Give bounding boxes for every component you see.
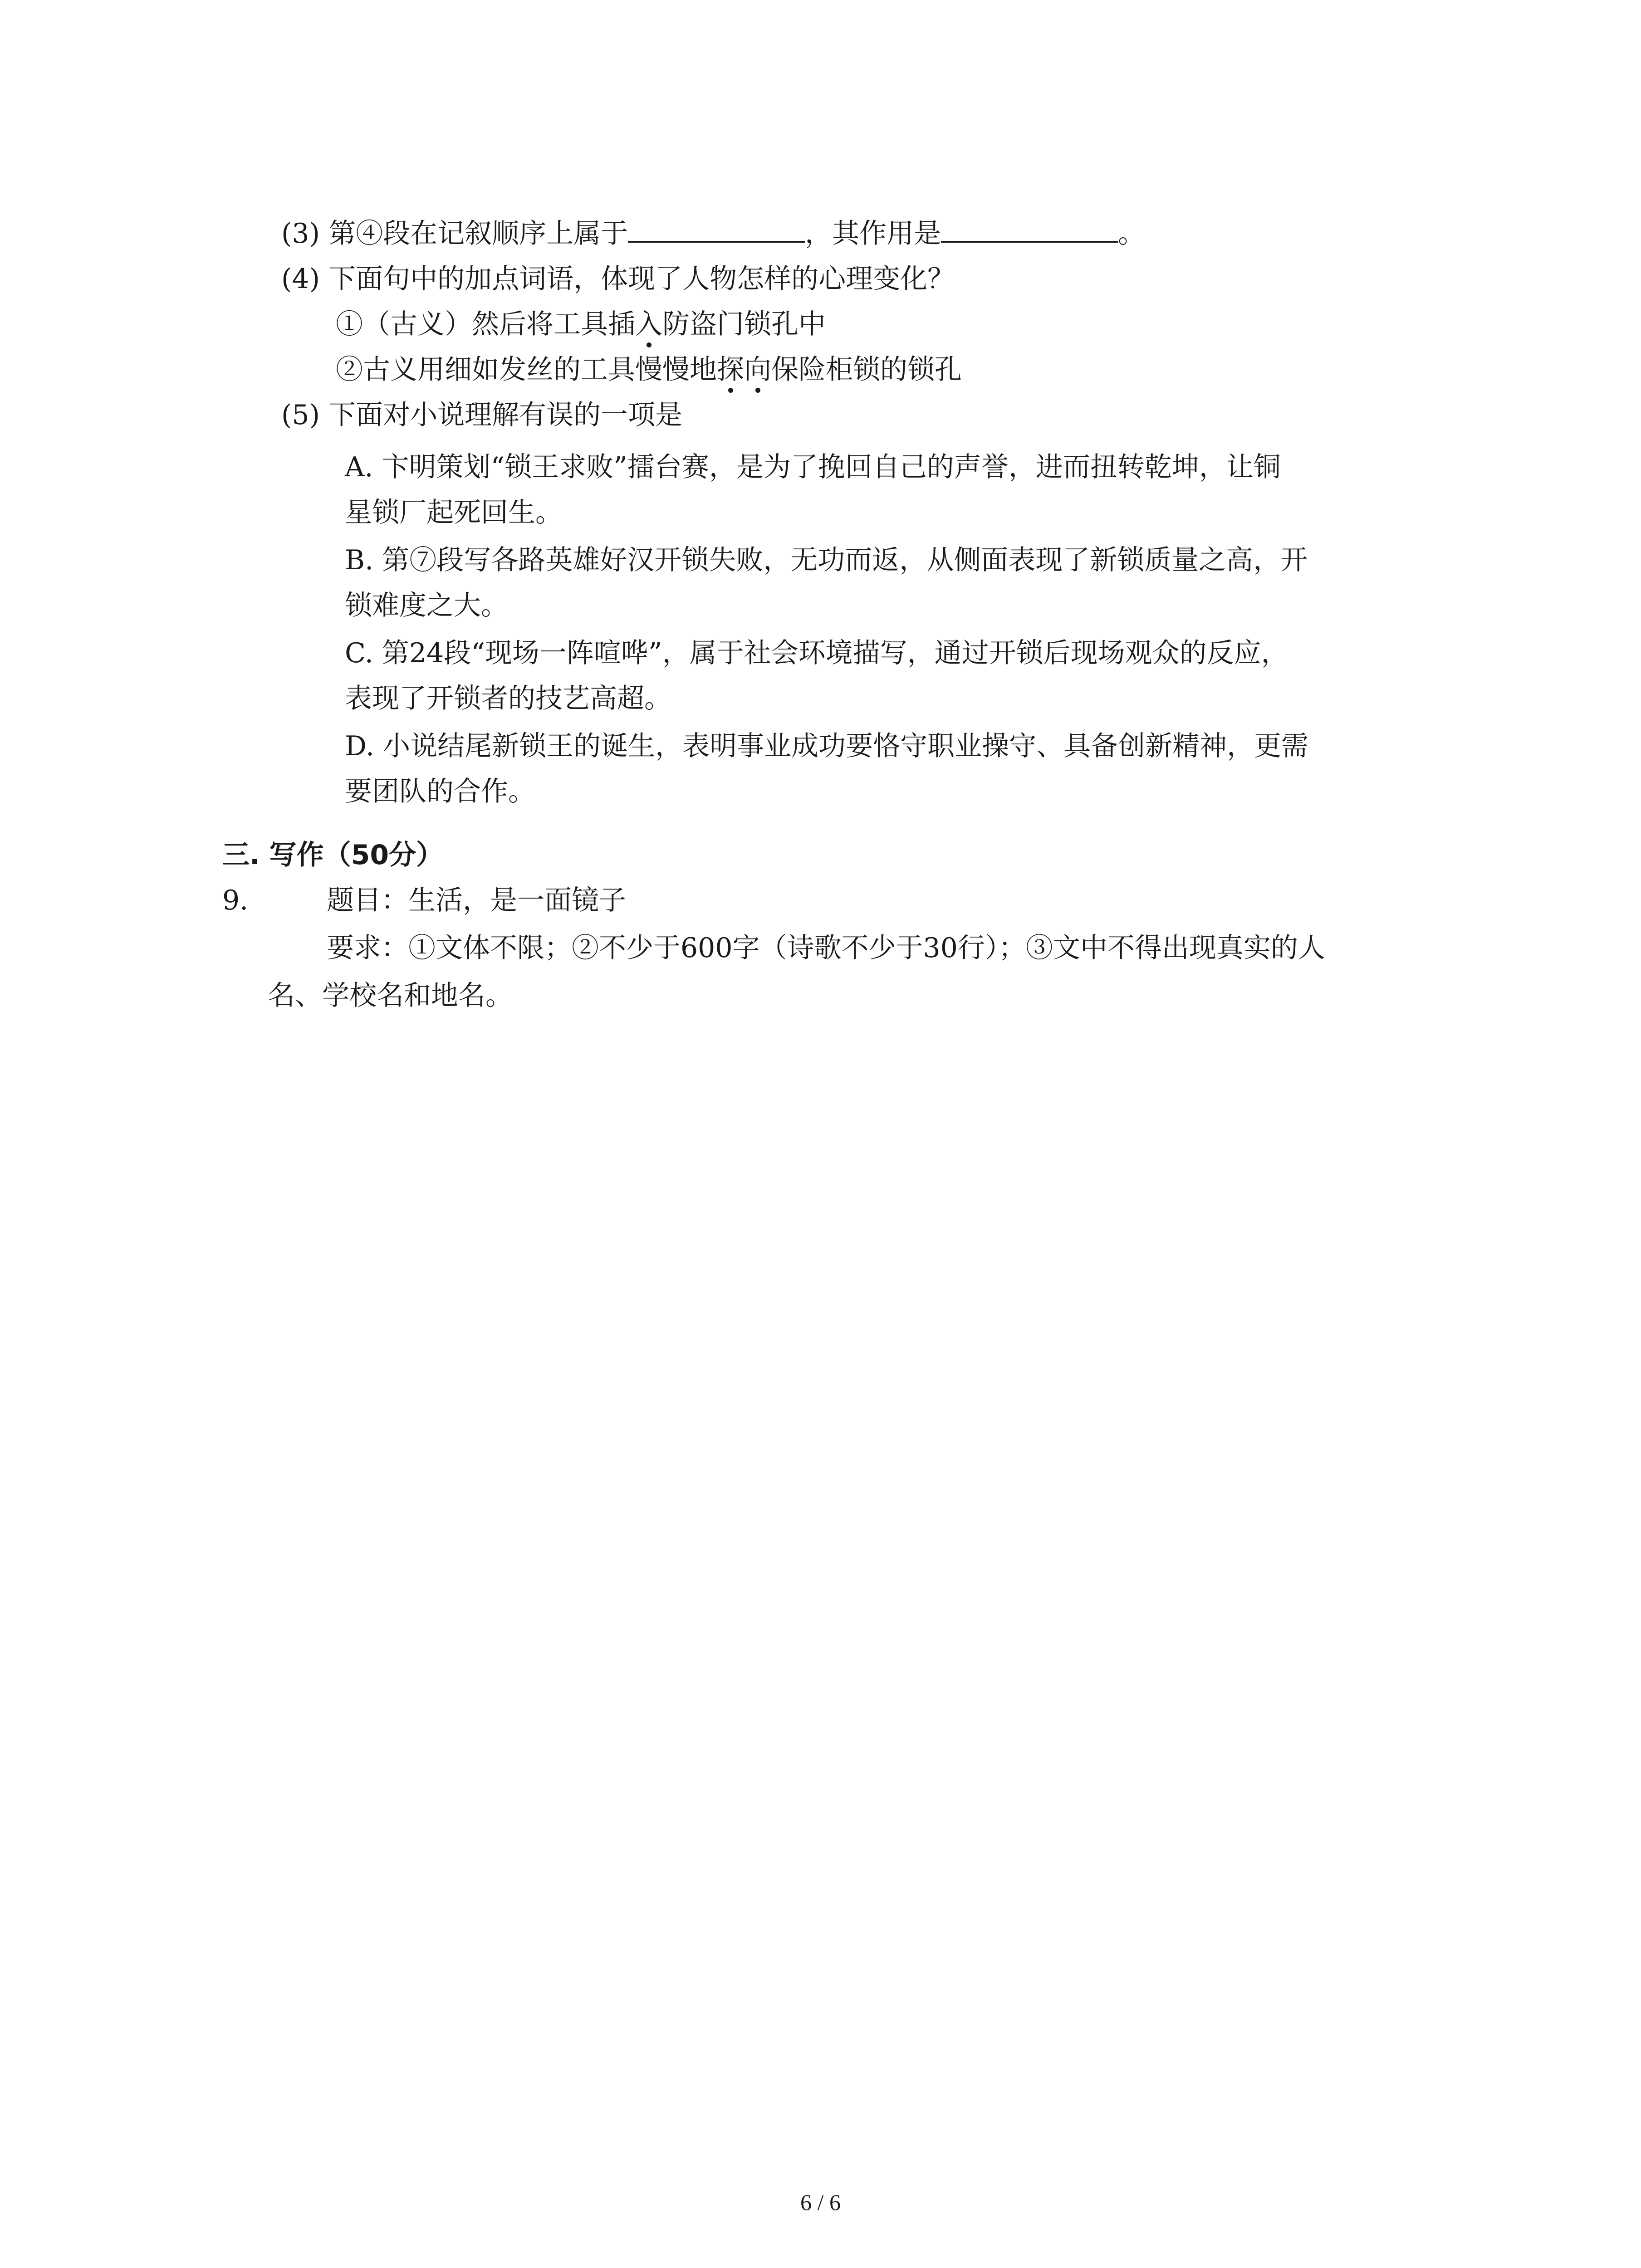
q4-s2-dotted-word-1: 探 — [717, 349, 744, 390]
q5-option-b-line-2: 锁难度之大。 — [345, 590, 508, 621]
q4-sentence-1 — [336, 304, 826, 345]
q5-option-b-line-1: B. 第⑦段写各路英雄好汉开锁失败，无功而返，从侧面表现了新锁质量之高，开 — [345, 544, 1308, 576]
q4-s2-before: ②古义用细如发丝的工具慢慢地 — [336, 354, 717, 386]
q5-option-c-line-2: 表现了开锁者的技艺高超。 — [345, 683, 671, 714]
q4-sentence-2 — [336, 349, 962, 390]
q5-option-a-line-1: A. 卞明策划“锁王求败”擂台赛，是为了挽回自己的声誉，进而扭转乾坤，让铜 — [345, 451, 1281, 483]
q9-requirements-line-1: 要求：①文体不限；②不少于600字（诗歌不少于30行）；③文中不得出现真实的人 — [327, 932, 1325, 964]
q3-label: (3) — [281, 218, 320, 249]
q9-number: 9. — [222, 885, 249, 916]
q4-s1-before: ①（古义）然后将工具插 — [336, 308, 635, 340]
q5-line — [281, 395, 682, 435]
q4-s2-after: 保险柜锁的锁孔 — [771, 354, 962, 386]
q3-answer-blank-2[interactable] — [941, 214, 1118, 243]
q4-text: 下面句中的加点词语，体现了人物怎样的心理变化？ — [328, 263, 955, 295]
q4-s2-dotted-word-2: 向 — [744, 349, 771, 390]
q5-option-c-line-1: C. 第24段“现场一阵喧哗”，属于社会环境描写，通过开锁后现场观众的反应， — [345, 637, 1288, 669]
q3-text-before: 第④段在记叙顺序上属于 — [328, 218, 628, 249]
q3-text-after: 。 — [1118, 218, 1146, 249]
q3-answer-blank-1[interactable] — [628, 214, 805, 243]
q9-title: 题目：生活，是一面镜子 — [327, 885, 626, 916]
q3-text-middle: ，其作用是 — [805, 218, 941, 249]
section-3-heading: 三. 写作（50分） — [222, 839, 444, 871]
q3-line — [281, 213, 1145, 254]
q5-text: 下面对小说理解有误的一项是 — [328, 399, 683, 431]
q5-label: (5) — [281, 399, 320, 431]
q5-option-a-line-2: 星锁厂起死回生。 — [345, 497, 563, 528]
q4-s1-after: 防盗门锁孔中 — [662, 308, 826, 340]
q4-s1-dotted-word: 入 — [635, 304, 662, 345]
q9-requirements-line-2: 名、学校名和地名。 — [268, 980, 513, 1012]
q4-line — [281, 259, 955, 299]
q5-option-d-line-1: D. 小说结尾新锁王的诞生，表明事业成功要恪守职业操守、具备创新精神，更需 — [345, 730, 1309, 762]
q5-option-d-line-2: 要团队的合作。 — [345, 776, 535, 807]
q4-label: (4) — [281, 263, 320, 295]
page-number: 6 / 6 — [800, 2190, 841, 2215]
